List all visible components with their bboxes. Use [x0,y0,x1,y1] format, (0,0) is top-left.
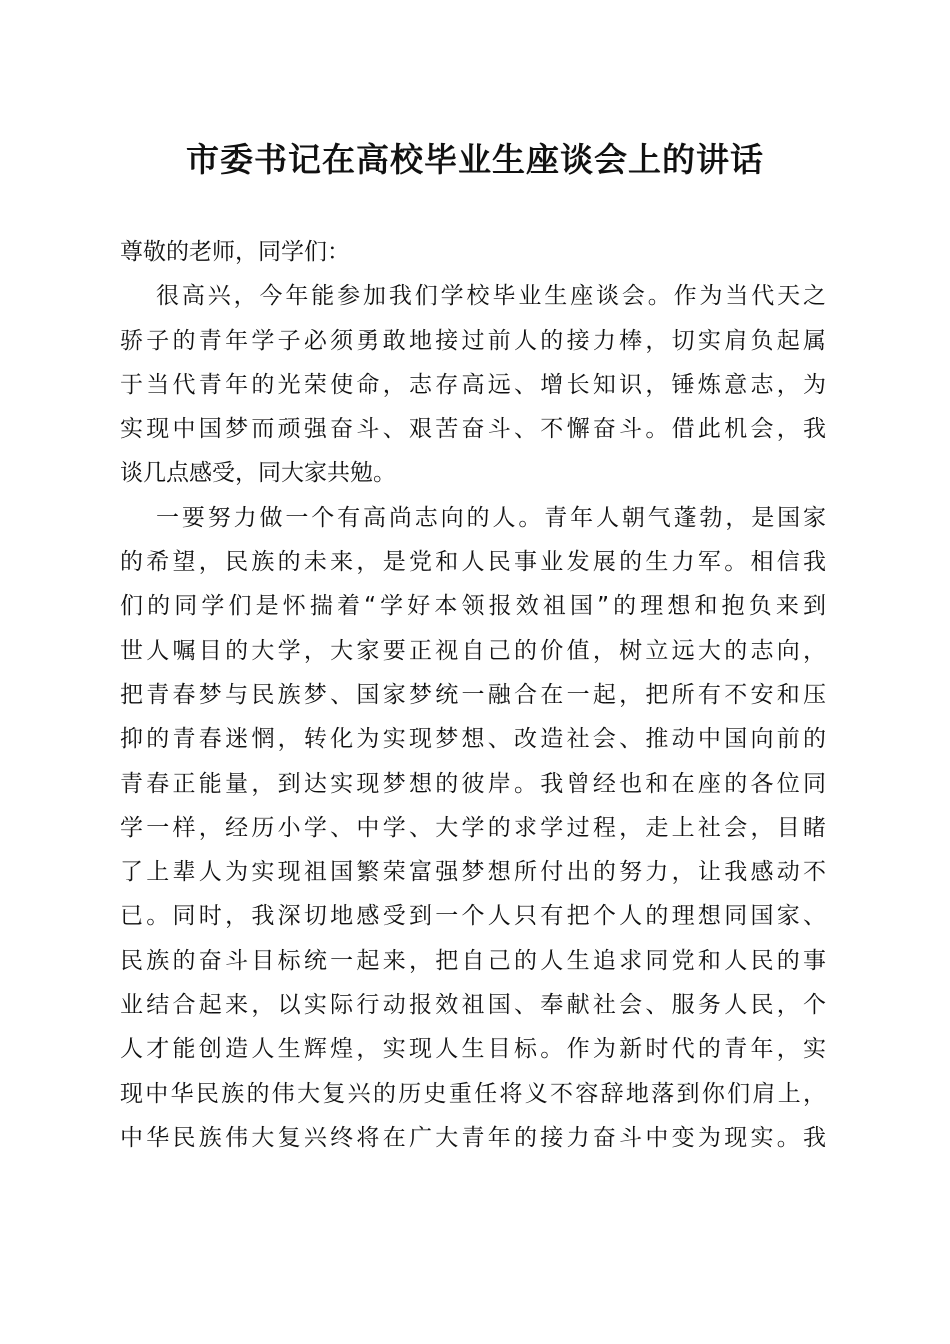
document-title: 市委书记在高校毕业生座谈会上的讲话 [186,140,764,179]
paragraph-line: 人才能创造人生辉煌，实现人生目标。作为新时代的青年，实 [120,1036,826,1063]
paragraph-line: 谈几点感受，同大家共勉。 [120,460,396,487]
paragraph-2 [120,496,826,1160]
paragraph-line: 学一样，经历小学、中学、大学的求学过程，走上社会，目睹 [120,814,826,841]
paragraph-line: 世人嘱目的大学，大家要正视自己的价值，树立远大的志向， [120,637,826,664]
document-body [120,230,826,1160]
paragraph-line: 很高兴，今年能参加我们学校毕业生座谈会。作为当代天之 [156,283,826,310]
paragraph-line: 现中华民族的伟大复兴的历史重任将义不容辞地落到你们肩上， [120,1080,826,1107]
salutation: 尊敬的老师，同学们： [120,239,350,265]
paragraph-line: 骄子的青年学子必须勇敢地接过前人的接力棒，切实肩负起属 [120,327,826,354]
paragraph-line: 已。同时，我深切地感受到一个人只有把个人的理想同国家、 [120,903,826,930]
paragraph-line: 们的同学们是怀揣着“学好本领报效祖国”的理想和抱负来到 [120,593,826,620]
paragraph-line: 于当代青年的光荣使命，志存高远、增长知识，锤炼意志，为 [120,371,826,398]
paragraph-1 [120,274,826,495]
paragraph-line: 业结合起来，以实际行动报效祖国、奉献社会、服务人民，个 [120,992,826,1019]
paragraph-line: 把青春梦与民族梦、国家梦统一融合在一起，把所有不安和压 [120,681,826,708]
paragraph-line: 一要努力做一个有高尚志向的人。青年人朝气蓬勃，是国家 [156,504,826,531]
paragraph-line: 青春正能量，到达实现梦想的彼岸。我曾经也和在座的各位同 [120,770,826,797]
paragraph-line: 抑的青春迷惘，转化为实现梦想、改造社会、推动中国向前的 [120,726,826,753]
paragraph-line: 中华民族伟大复兴终将在广大青年的接力奋斗中变为现实。我 [120,1124,826,1151]
paragraph-line: 的希望，民族的未来，是党和人民事业发展的生力军。相信我 [120,549,826,576]
paragraph-line: 了上辈人为实现祖国繁荣富强梦想所付出的努力，让我感动不 [120,859,826,886]
paragraph-line: 民族的奋斗目标统一起来，把自己的人生追求同党和人民的事 [120,947,826,974]
paragraph-line: 实现中国梦而顽强奋斗、艰苦奋斗、不懈奋斗。借此机会，我 [120,416,826,443]
